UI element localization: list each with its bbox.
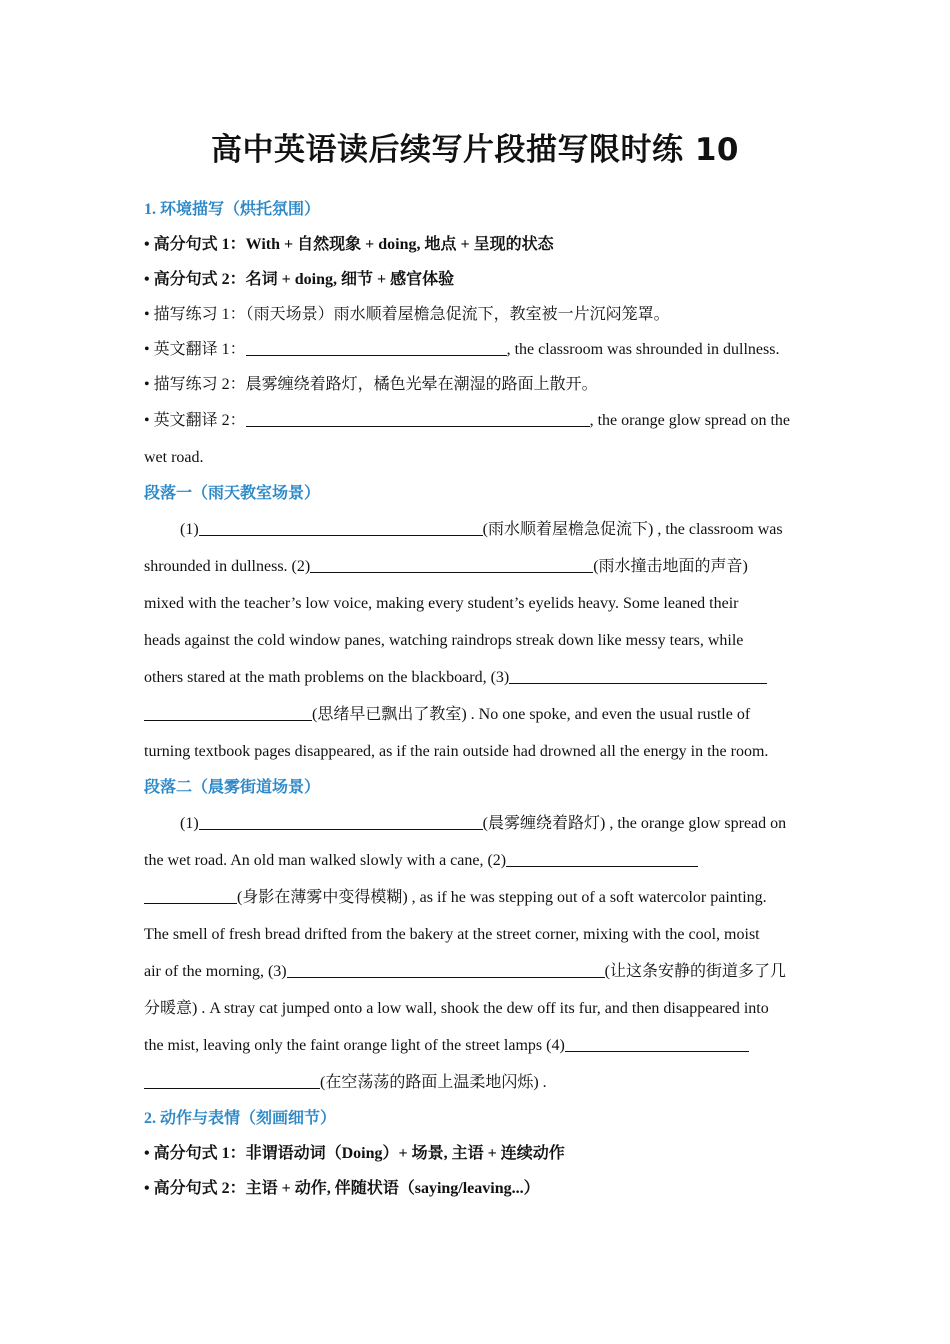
paragraph-text: (让这条安静的街道多了几 — [604, 963, 786, 980]
paragraph-text: (雨水顺着屋檐急促流下) , the classroom was — [482, 521, 783, 538]
section-heading-environment: 1. 环境描写（烘托氛围） — [144, 201, 321, 218]
paragraph-text: (雨水撞击地面的声音) — [593, 558, 748, 575]
paragraph-2-blank-4[interactable] — [565, 1034, 749, 1052]
paragraph-text: (思绪早已飘出了教室) . No one spoke, and even the usual rustle of — [312, 706, 751, 723]
paragraph-text: air of the morning, (3) — [144, 963, 287, 980]
paragraph-2-line — [144, 842, 808, 879]
paragraph-2-line — [144, 953, 808, 990]
paragraph-2-line — [144, 879, 808, 916]
paragraph-1-blank-2[interactable] — [310, 555, 593, 573]
paragraph-2-blank-1[interactable] — [199, 812, 483, 830]
paragraph-2-blank-2-continued[interactable] — [144, 886, 237, 904]
paragraph-1-blank-3-continued[interactable] — [144, 703, 312, 721]
translation-2 — [144, 402, 808, 439]
paragraph-2-line — [144, 1064, 808, 1101]
translation-1-suffix: , the classroom was shrounded in dullness. — [506, 341, 780, 358]
paragraph-1-line: mixed with the teacher’s low voice, making every student’s eyelids heavy. Some leaned their — [144, 595, 739, 612]
paragraph-1-heading: 段落一（雨天教室场景） — [144, 485, 321, 502]
paragraph-2-blank-4-continued[interactable] — [144, 1071, 320, 1089]
practice-1: • 描写练习 1：（雨天场景）雨水顺着屋檐急促流下，教室被一片沉闷笼罩。 — [144, 306, 670, 323]
translation-2-blank[interactable] — [246, 409, 590, 427]
paragraph-text: the mist, leaving only the faint orange light of the street lamps (4) — [144, 1037, 565, 1054]
paragraph-1-blank-1[interactable] — [199, 518, 483, 536]
blank-label: (1) — [180, 815, 199, 832]
paragraph-1-line: turning textbook pages disappeared, as if the rain outside had drowned all the energy in the room. — [144, 743, 769, 760]
translation-2-continued: wet road. — [144, 449, 204, 466]
blank-label: (1) — [180, 521, 199, 538]
document-body — [144, 192, 808, 1206]
page-title: 高中英语读后续写片段描写限时练 10 — [211, 132, 739, 168]
paragraph-2-blank-2[interactable] — [506, 849, 698, 867]
paragraph-text: (身影在薄雾中变得模糊) , as if he was stepping out of a soft watercolor painting. — [237, 889, 767, 906]
paragraph-text: (在空荡荡的路面上温柔地闪烁) . — [320, 1074, 547, 1091]
paragraph-text: others stared at the math problems on the blackboard, (3) — [144, 669, 510, 686]
paragraph-2-line: The smell of fresh bread drifted from the bakery at the street corner, mixing with the cool, moist — [144, 926, 760, 943]
sentence-pattern-1: • 高分句式 1：非谓语动词（Doing）+ 场景, 主语 + 连续动作 — [144, 1145, 565, 1162]
paragraph-1-blank-3[interactable] — [509, 666, 767, 684]
paragraph-1-line — [144, 659, 808, 696]
paragraph-2-line — [144, 1027, 808, 1064]
section-heading-actions: 2. 动作与表情（刻画细节） — [144, 1110, 337, 1127]
sentence-pattern-1: • 高分句式 1：With + 自然现象 + doing, 地点 + 呈现的状态 — [144, 236, 554, 253]
translation-2-suffix: , the orange glow spread on the — [589, 412, 790, 429]
paragraph-text: shrounded in dullness. (2) — [144, 558, 311, 575]
paragraph-text: the wet road. An old man walked slowly with a cane, (2) — [144, 852, 507, 869]
paragraph-text: (晨雾缠绕着路灯) , the orange glow spread on — [482, 815, 787, 832]
paragraph-2-line — [144, 805, 808, 842]
sentence-pattern-2: • 高分句式 2：名词 + doing, 细节 + 感官体验 — [144, 271, 455, 288]
paragraph-1-line — [144, 511, 808, 548]
paragraph-2-heading: 段落二（晨雾街道场景） — [144, 779, 321, 796]
translation-1-blank[interactable] — [246, 338, 507, 356]
paragraph-1-line: heads against the cold window panes, watching raindrops streak down like messy tears, while — [144, 632, 744, 649]
paragraph-2-blank-3[interactable] — [287, 960, 605, 978]
translation-2-prefix: • 英文翻译 2： — [144, 412, 246, 429]
translation-1-prefix: • 英文翻译 1： — [144, 341, 246, 358]
practice-2: • 描写练习 2：晨雾缠绕着路灯，橘色光晕在潮湿的路面上散开。 — [144, 376, 598, 393]
translation-1 — [144, 332, 808, 367]
sentence-pattern-2: • 高分句式 2：主语 + 动作, 伴随状语（saying/leaving...） — [144, 1180, 540, 1197]
paragraph-1-line — [144, 548, 808, 585]
paragraph-2-line: 分暖意) . A stray cat jumped onto a low wall, shook the dew off its fur, and then disappeared into — [144, 1000, 769, 1017]
paragraph-1-line — [144, 696, 808, 733]
